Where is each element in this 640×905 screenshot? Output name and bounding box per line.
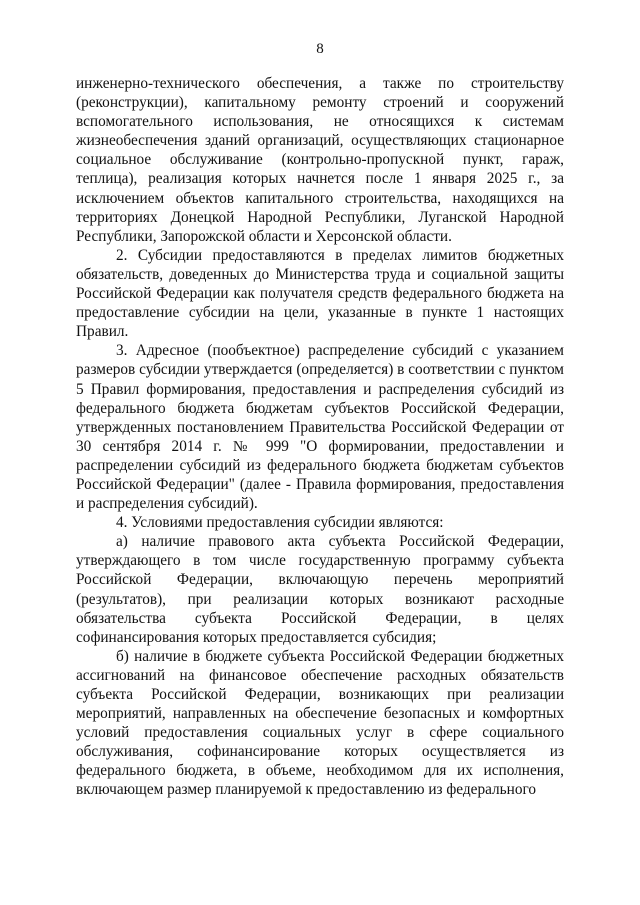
- page-number: 8: [316, 41, 324, 57]
- paragraph-clause-3: 3. Адресное (пообъектное) распределение субсидий с указанием размеров субсидии утверждается (определяется) в соответствии с пунктом 5 Правил формирования, предоставления и распределения субсидий из федерального бюджета бюджетам субъектов Российской Федерации, утвержденных постановлением Правительства Российской Федерации от 30 сентября 2014 г. № 999 "О формировании, предоставлении и распределении субсидий из федерального бюджета бюджетам субъектов Российской Федерации" (далее - Правила формирования, предоставления и распределения субсидий).: [76, 342, 564, 513]
- paragraph-clause-4: 4. Условиями предоставления субсидии являются:: [116, 514, 444, 532]
- paragraph-subclause-a: а) наличие правового акта субъекта Российской Федерации, утверждающего в том числе государственную программу субъекта Российской Федерации, включающую перечень мероприятий (результатов), при реализации которых возникают расходные обязательства субъекта Российской Федерации, в целях софинансирования которых предоставляется субсидия;: [76, 533, 564, 646]
- paragraph-subclause-b: б) наличие в бюджете субъекта Российской Федерации бюджетных ассигнований на финансовое обеспечение расходных обязательств субъекта Российской Федерации, возникающих при реализации мероприятий, направленных на обеспечение безопасных и комфортных условий предоставления социальных услуг в сфере социального обслуживания, софинансирование которых осуществляется из федерального бюджета, в объеме, необходимом для их исполнения, включающем размер планируемой к предоставлению из федерального: [76, 647, 564, 799]
- paragraph-clause-2: 2. Субсидии предоставляются в пределах лимитов бюджетных обязательств, доведенных до Министерства труда и социальной защиты Российской Федерации как получателя средств федерального бюджета на предоставление субсидии на цели, указанные в пункте 1 настоящих Правил.: [76, 246, 564, 341]
- document-body: [76, 74, 564, 800]
- paragraph-continuation: инженерно-технического обеспечения, а также по строительству (реконструкции), капитальному ремонту строений и сооружений вспомогательного использования, не относящихся к системам жизнеобеспечения зданий организаций, осуществляющих стационарное социальное обслуживание (контрольно-пропускной пункт, гараж, теплица), реализация которых начнется после 1 января 2025 г., за исключением объектов капитального строительства, находящихся на территориях Донецкой Народной Республики, Луганской Народной Республики, Запорожской области и Херсонской области.: [76, 75, 564, 245]
